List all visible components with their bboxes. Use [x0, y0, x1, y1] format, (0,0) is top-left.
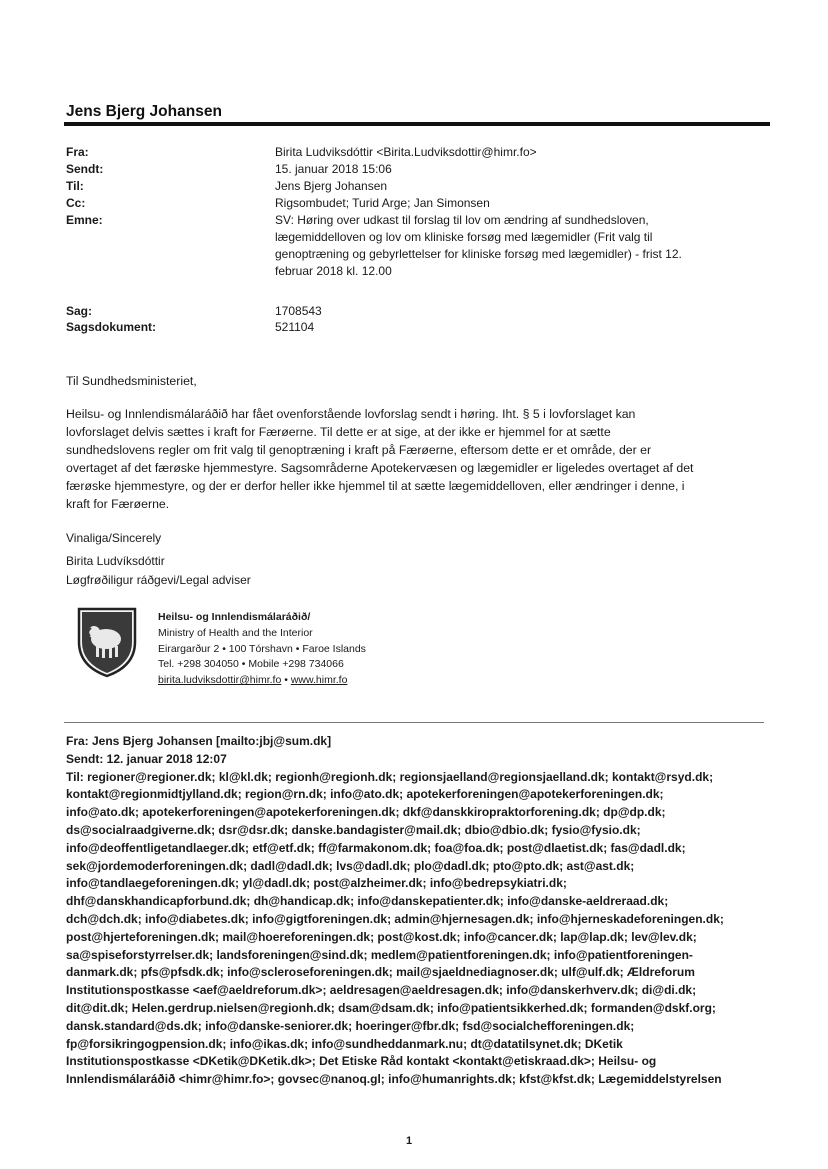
org-name-en: Ministry of Health and the Interior — [158, 626, 313, 639]
org-address: Eirargarður 2 • 100 Tórshavn • Faroe Islands — [158, 642, 366, 655]
recipient-line: info@tandlaegeforeningen.dk; yl@dadl.dk; post@alzheimer.dk; info@bedrepsykiatri.dk; — [66, 876, 567, 891]
contact-block — [158, 610, 366, 689]
subject-line: genoptræning og gebyrlettelser for kliniske forsøg med lægemidler) - frist 12. — [275, 247, 682, 261]
recipient-line: fp@forsikringogpension.dk; info@ikas.dk; info@sundheddanmark.nu; dt@datatilsynet.dk; DKetik — [66, 1036, 623, 1051]
signature-title: Løgfrøðiligur ráðgevi/Legal adviser — [66, 573, 251, 587]
cc-value: Rigsombudet; Turid Arge; Jan Simonsen — [275, 196, 490, 210]
recipient-line: info@deoffentligetandlaeger.dk; etf@etf.dk; ff@farmakonom.dk; foa@foa.dk; post@dlaetist.dk; fas@dadl.dk; — [66, 840, 686, 855]
sent-label: Sendt: — [66, 162, 104, 176]
recipient-line: dch@dch.dk; info@diabetes.dk; info@gigtforeningen.dk; admin@hjernesagen.dk; info@hjerneskadeforeningen.dk; — [66, 911, 724, 926]
recipient-line: dhf@danskhandicapforbund.dk; dh@handicap.dk; info@danskepatienter.dk; info@danske-aeldreraad.dk; — [66, 894, 669, 909]
subject-line: lægemiddelloven og lov om kliniske forsøg med lægemidler (Frit valg til — [275, 230, 653, 244]
case-value: 1708543 — [275, 304, 322, 318]
header-rule — [64, 122, 770, 126]
sender-name: Jens Bjerg Johansen — [66, 103, 222, 120]
casedoc-label: Sagsdokument: — [66, 320, 157, 334]
from-value: Birita Ludviksdóttir <Birita.Ludviksdottir@himr.fo> — [275, 145, 537, 159]
paragraph-line: Heilsu- og Innlendismálaráðið har fået ovenforstående lovforslag sendt i høring. Iht. § 5 i lovforslaget kan — [66, 407, 636, 421]
sent-value: 15. januar 2018 15:06 — [275, 162, 392, 176]
subject-line: SV: Høring over udkast til forslag til lov om ændring af sundhedsloven, — [275, 213, 649, 227]
to-value: Jens Bjerg Johansen — [275, 179, 388, 193]
contact-links — [158, 673, 366, 689]
subject-line: februar 2018 kl. 12.00 — [275, 264, 392, 278]
email-link[interactable]: birita.ludviksdottir@himr.fo — [158, 674, 282, 687]
recipient-line: post@hjerteforeningen.dk; mail@hoereforeningen.dk; post@kost.dk; info@cancer.dk; lap@lap.dk; lev@lev.dk; — [66, 929, 697, 944]
cc-label: Cc: — [66, 196, 86, 210]
closing: Vinaliga/Sincerely — [66, 531, 162, 545]
recipient-line: dansk.standard@ds.dk; info@danske-seniorer.dk; hoeringer@fbr.dk; fsd@socialchefforeningen.dk; — [66, 1018, 635, 1033]
recipient-line: sek@jordemoderforeningen.dk; dadl@dadl.dk; lvs@dadl.dk; plo@dadl.dk; pto@pto.dk; ast@ast.dk; — [66, 858, 635, 873]
recipient-line: info@ato.dk; apotekerforeningen@apotekerforeningen.dk; dkf@danskkiropraktorforening.dk; dp@dp.dk; — [66, 805, 666, 820]
recipient-line: danmark.dk; pfs@pfsdk.dk; info@scleroseforeningen.dk; mail@sjaeldnediagnoser.dk; ulf@ulf.dk; Ældreforum — [66, 965, 695, 980]
link-separator: • — [281, 674, 291, 687]
recipient-line: kontakt@regionmidtjylland.dk; region@rn.dk; info@ato.dk; apotekerforeningen@apotekerforeningen.dk; — [66, 787, 664, 802]
recipient-line: Innlendismálaráðið <himr@himr.fo>; govsec@nanoq.gl; info@humanrights.dk; kfst@kfst.dk; Lægemiddelstyrelsen — [66, 1072, 722, 1087]
recipient-line: Institutionspostkasse <DKetik@DKetik.dk>; Det Etiske Råd kontakt <kontakt@etiskraad.dk>; Heilsu- og — [66, 1054, 657, 1069]
recipient-line: ds@socialraadgiverne.dk; dsr@dsr.dk; danske.bandagister@mail.dk; dbio@dbio.dk; fysio@fysio.dk; — [66, 822, 641, 837]
recipient-line: Institutionspostkasse <aef@aeldreforum.dk>; aeldresagen@aeldresagen.dk; info@danskerhverv.dk; di@di.dk; — [66, 983, 697, 998]
casedoc-value: 521104 — [275, 320, 315, 334]
to-label: Til: — [66, 179, 84, 193]
forward-separator — [64, 722, 764, 723]
recipient-line: Til: regioner@regioner.dk; kl@kl.dk; regionh@regionh.dk; regionsjaelland@regionsjaelland.dk; kontakt@rsyd.dk; — [66, 769, 714, 784]
signature-name: Birita Ludvíksdóttir — [66, 554, 165, 568]
org-name-fo: Heilsu- og Innlendismálaráðið/ — [158, 611, 311, 623]
greeting: Til Sundhedsministeriet, — [66, 374, 197, 388]
subject-value — [275, 212, 755, 280]
paragraph-line: sundhedslovens regler om frit valg til genoptræning i kraft på Færøerne, eftersom dette er et område, der er — [66, 443, 652, 457]
body-paragraph — [66, 405, 766, 513]
org-phones: Tel. +298 304050 • Mobile +298 734066 — [158, 658, 344, 671]
paragraph-line: lovforslaget delvis sættes i kraft for Færøerne. Til dette er at sige, at der ikke er hjemmel for at sætte — [66, 425, 611, 439]
paragraph-line: kraft for Færøerne. — [66, 497, 170, 511]
subject-label: Emne: — [66, 213, 103, 227]
from-label: Fra: — [66, 145, 89, 159]
paragraph-line: færøske hjemmestyre, og der er derfor heller ikke hjemmel til at sætte lægemiddelloven, eller ændringer i denne, i — [66, 479, 685, 493]
forwarded-message — [66, 733, 766, 1089]
recipient-line: sa@spiseforstyrrelser.dk; landsforeningen@sind.dk; medlem@patientforeningen.dk; info@patientforeningen- — [66, 947, 693, 962]
paragraph-line: overtaget af det færøske hjemmestyre. Sagsområderne Apotekervæsen og lægemidler er ligeledes overtaget af det — [66, 461, 694, 475]
fwd-sent-line: Sendt: 12. januar 2018 12:07 — [66, 751, 227, 766]
recipient-line: dit@dit.dk; Helen.gerdrup.nielsen@regionh.dk; dsam@dsam.dk; info@patientsikkerhed.dk; formanden@dskf.org; — [66, 1000, 716, 1015]
page-number: 1 — [406, 1135, 413, 1147]
case-label: Sag: — [66, 304, 93, 318]
coat-of-arms-icon — [76, 606, 138, 678]
web-link[interactable]: www.himr.fo — [290, 674, 348, 687]
fwd-from-line: Fra: Jens Bjerg Johansen [mailto:jbj@sum.dk] — [66, 734, 332, 748]
